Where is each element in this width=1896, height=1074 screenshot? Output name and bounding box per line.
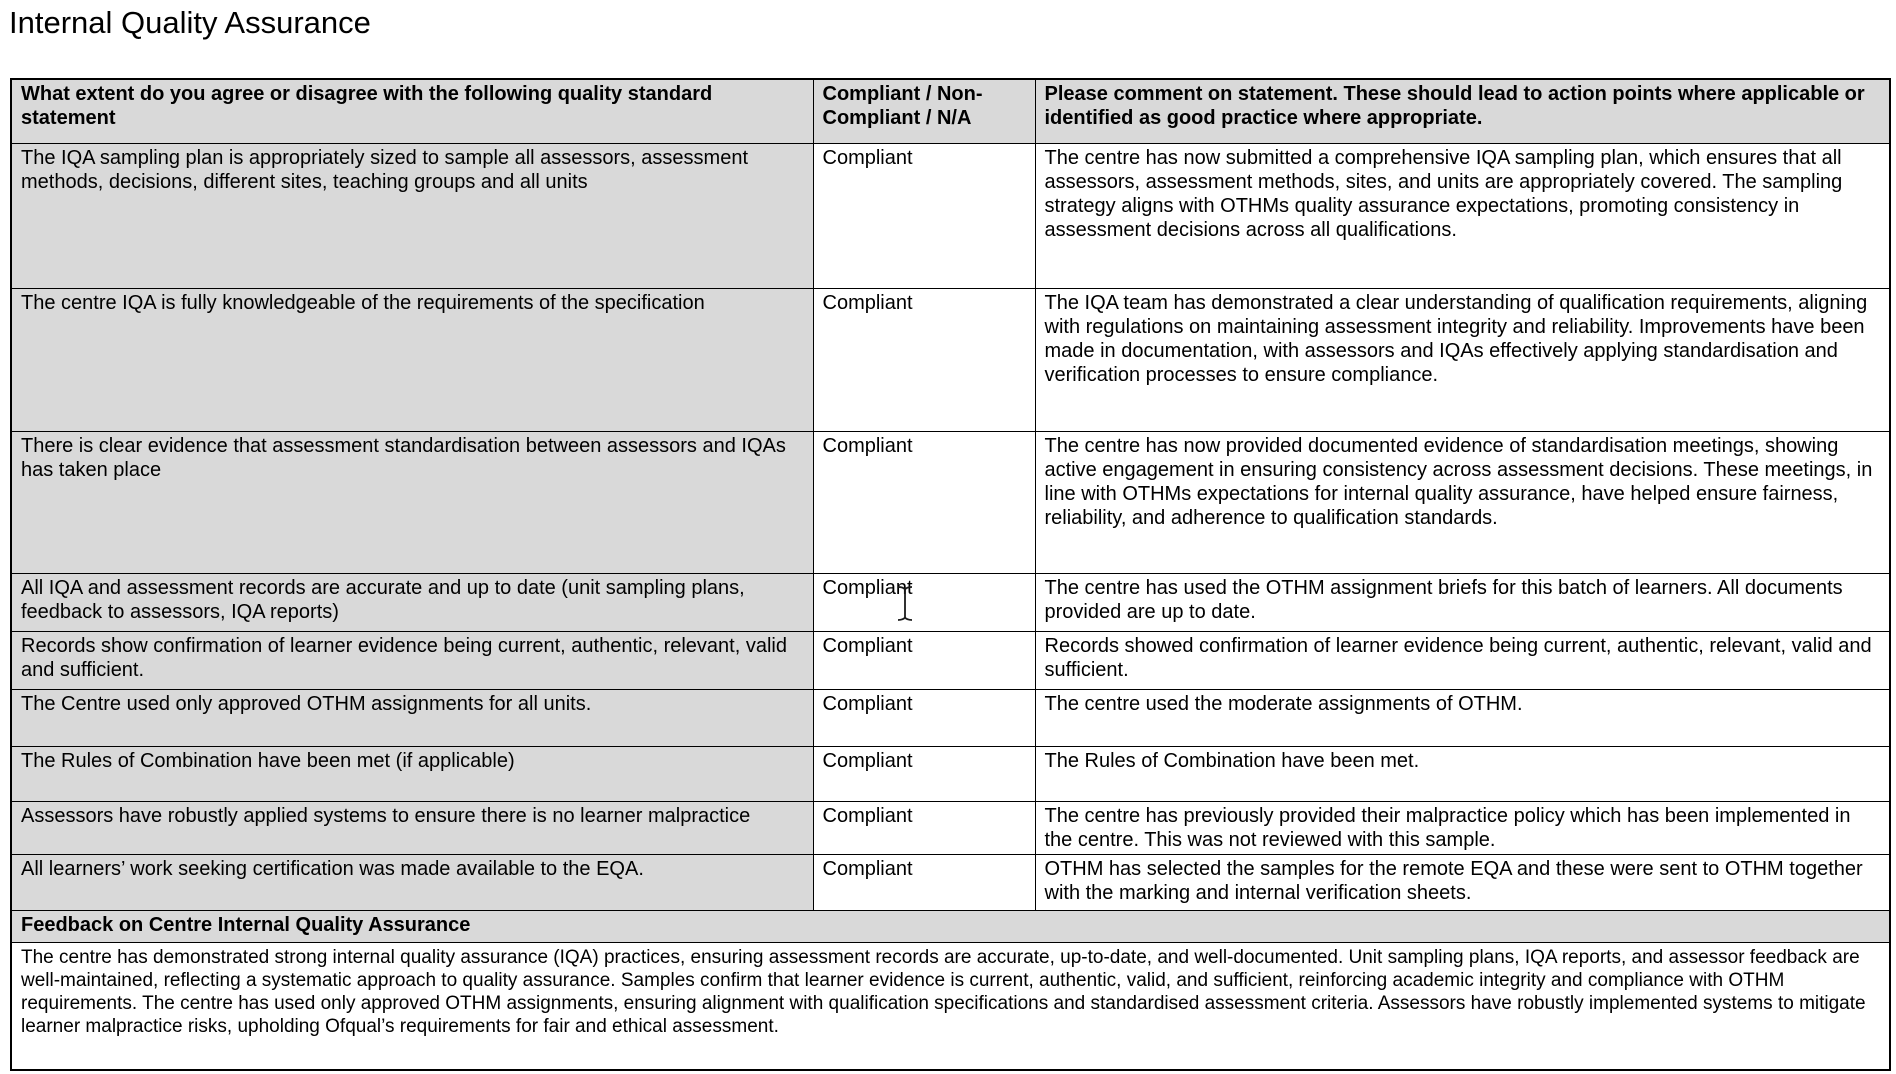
page-title: Internal Quality Assurance [9,5,371,40]
table-header-row [11,79,1890,143]
status-cell: Compliant [813,801,1035,854]
table-row [11,631,1890,689]
status-cell: Compliant [813,143,1035,288]
table-row [11,854,1890,910]
table-row [11,689,1890,746]
comment-cell: The IQA team has demonstrated a clear understanding of qualification requirements, aligning with regulations on maintaining assessment integrity and reliability. Improvements have been made in documentation, with assessors and IQAs effectively applying standardisation and verification processes to ensure compliance. [1035,288,1890,431]
iqa-table [10,78,1891,1071]
status-cell: Compliant [813,746,1035,801]
comment-cell: The centre has used the OTHM assignment briefs for this batch of learners. All documents provided are up to date. [1035,573,1890,631]
feedback-body-row [11,942,1890,1070]
statement-cell: The Centre used only approved OTHM assignments for all units. [11,689,813,746]
feedback-body-text: The centre has demonstrated strong internal quality assurance (IQA) practices, ensuring assessment records are accurate, up-to-date, and well-documented. Unit sampling plans, IQA reports, and assessor feedback are well-maintained, reflecting a systematic approach to quality assurance. Samples confirm that learner evidence is current, authentic, valid, and sufficient, reinforcing academic integrity and compliance with OTHM requirements. The centre has used only approved OTHM assignments, ensuring alignment with qualification specifications and standardised assessment criteria. Assessors have robustly implemented systems to mitigate learner malpractice risks, upholding Ofqual’s requirements for fair and ethical assessment. [11,942,1890,1070]
header-status-column: Compliant / Non-Compliant / N/A [813,79,1035,143]
status-cell: Compliant [813,431,1035,573]
header-comment-column: Please comment on statement. These should lead to action points where applicable or identified as good practice where appropriate. [1035,79,1890,143]
statement-cell: There is clear evidence that assessment standardisation between assessors and IQAs has taken place [11,431,813,573]
table-row [11,573,1890,631]
statement-cell: All IQA and assessment records are accurate and up to date (unit sampling plans, feedback to assessors, IQA reports) [11,573,813,631]
table-row [11,746,1890,801]
statement-cell: The centre IQA is fully knowledgeable of the requirements of the specification [11,288,813,431]
statement-cell: Records show confirmation of learner evidence being current, authentic, relevant, valid and sufficient. [11,631,813,689]
status-cell: Compliant [813,631,1035,689]
header-statement-column: What extent do you agree or disagree with the following quality standard statement [11,79,813,143]
comment-cell: The centre has now provided documented evidence of standardisation meetings, showing active engagement in ensuring consistency across assessment decisions. These meetings, in line with OTHMs expectations for internal quality assurance, have helped ensure fairness, reliability, and adherence to qualification standards. [1035,431,1890,573]
feedback-heading: Feedback on Centre Internal Quality Assurance [11,910,1890,942]
statement-cell: The Rules of Combination have been met (if applicable) [11,746,813,801]
comment-cell: The centre used the moderate assignments of OTHM. [1035,689,1890,746]
statement-cell: All learners’ work seeking certification was made available to the EQA. [11,854,813,910]
comment-cell: The centre has now submitted a comprehensive IQA sampling plan, which ensures that all assessors, assessment methods, sites, and units are appropriately covered. The sampling strategy aligns with OTHMs quality assurance expectations, promoting consistency in assessment decisions across all qualifications. [1035,143,1890,288]
table-row [11,143,1890,288]
status-cell: Compliant [813,854,1035,910]
comment-cell: The centre has previously provided their malpractice policy which has been implemented in the centre. This was not reviewed with this sample. [1035,801,1890,854]
comment-cell: The Rules of Combination have been met. [1035,746,1890,801]
status-cell: Compliant [813,689,1035,746]
statement-cell: The IQA sampling plan is appropriately sized to sample all assessors, assessment methods, decisions, different sites, teaching groups and all units [11,143,813,288]
status-cell: Compliant [813,573,1035,631]
table-row [11,801,1890,854]
table-row [11,431,1890,573]
comment-cell: OTHM has selected the samples for the remote EQA and these were sent to OTHM together with the marking and internal verification sheets. [1035,854,1890,910]
comment-cell: Records showed confirmation of learner evidence being current, authentic, relevant, valid and sufficient. [1035,631,1890,689]
feedback-header-row [11,910,1890,942]
statement-cell: Assessors have robustly applied systems to ensure there is no learner malpractice [11,801,813,854]
status-cell: Compliant [813,288,1035,431]
table-row [11,288,1890,431]
